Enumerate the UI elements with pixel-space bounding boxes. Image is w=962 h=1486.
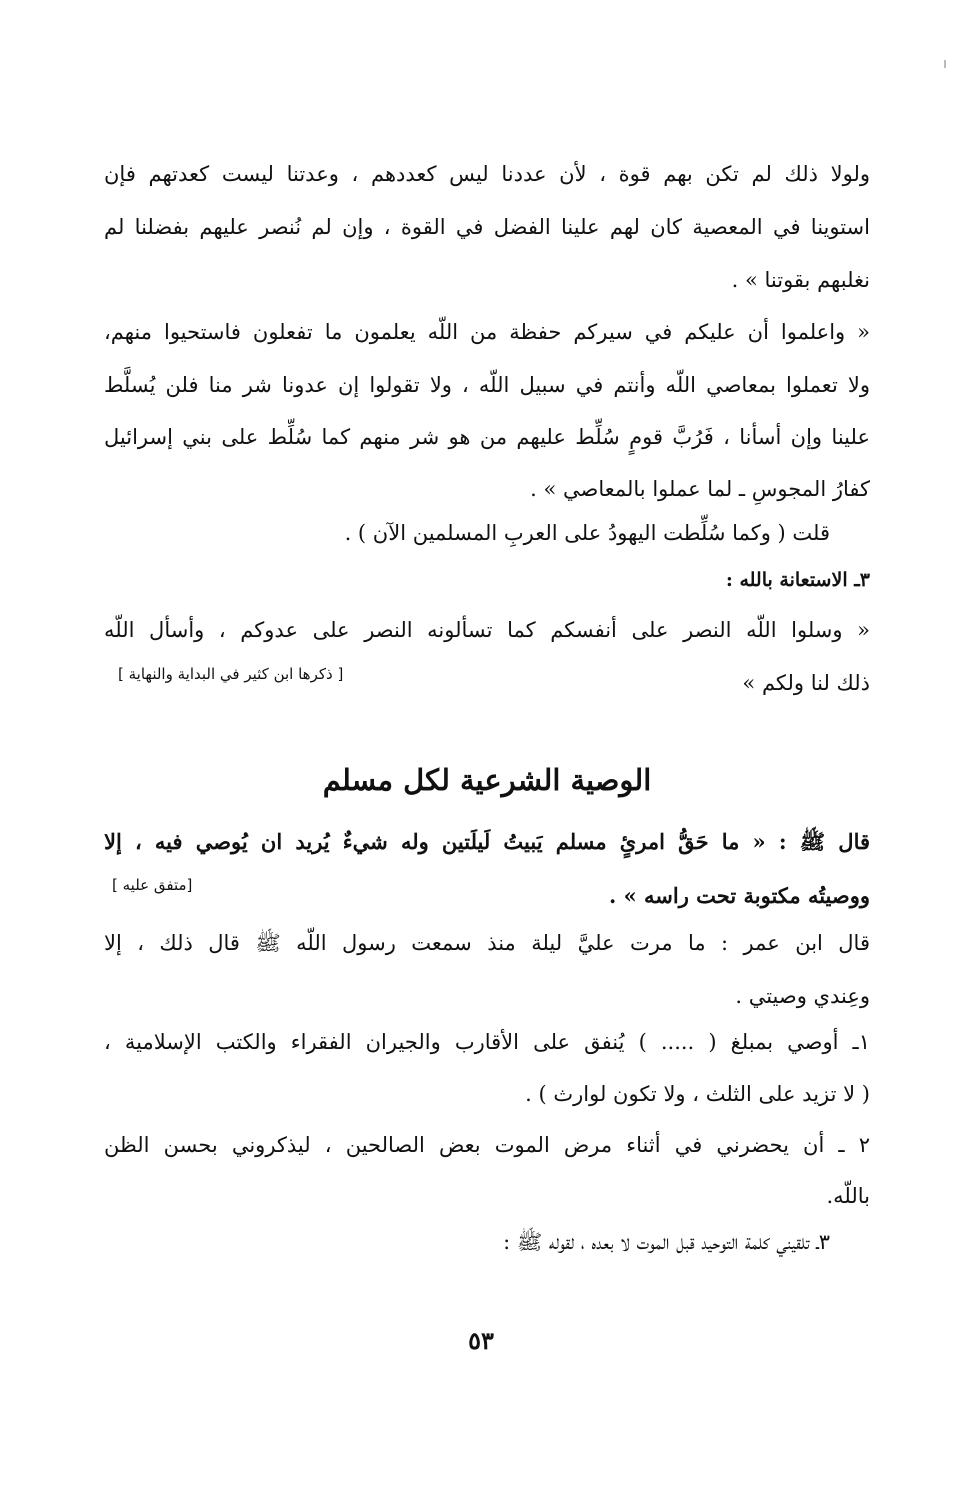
- paragraph-line: كفارُ المجوسِ ـ لما عملوا بالمعاصي » .: [530, 477, 870, 501]
- list-item-line: ٢ ـ أن يحضرني في أثناء مرض الموت بعض الصالحين ، ليذكروني بحسن الظن: [104, 1133, 870, 1157]
- paragraph-line: علينا وإن أسأنا ، فَرُبَّ قومٍ سُلِّط عليهم من هو شر منهم كما سُلِّط على بني إسرائيل: [104, 425, 870, 449]
- paragraph-line: « واعلموا أن عليكم في سيركم حفظة من اللّه يعلمون ما تفعلون فاستحيوا منهم،: [104, 320, 870, 344]
- paragraph-line: ذلك لنا ولكم »: [742, 671, 870, 695]
- list-item-line: باللّه.: [826, 1184, 870, 1208]
- paragraph-line: ولا تعملوا بمعاصي اللّه وأنتم في سبيل اللّه ، ولا تقولوا إن عدونا شر منا فلن يُسلَّط: [104, 373, 870, 397]
- paragraph-line: استوينا في المعصية كان لهم علينا الفضل في القوة ، وإن لم نُنصر عليهم بفضلنا لم: [104, 215, 870, 239]
- paragraph-line: ولولا ذلك لم تكن بهم قوة ، لأن عددنا ليس كعددهم ، وعدتنا ليست كعدتهم فإن: [104, 162, 870, 186]
- scan-mark: [944, 60, 946, 68]
- list-item-line: ٣ـ تلقيني كلمة التوحيد قبل الموت لا بعده ، لقوله ﷺ :: [503, 1230, 830, 1254]
- hadith-line: ووصيتُه مكتوبة تحت راسه » .: [608, 883, 870, 908]
- source-citation: [متفق عليه ]: [112, 876, 193, 894]
- paragraph-line: نغلبهم بقوتنا » .: [731, 268, 870, 292]
- paragraph-line: وعِندي وصيتي .: [735, 984, 870, 1008]
- source-citation: [ ذكرها ابن كثير في البداية والنهاية ]: [118, 665, 344, 683]
- paragraph-line: قلت ( وكما سُلِّطت اليهودُ على العربِ المسلمين الآن ) .: [344, 521, 830, 545]
- list-item-line: ( لا تزيد على الثلث ، ولا تكون لوارث ) .: [525, 1082, 870, 1106]
- page-number: ٥٣: [468, 1326, 494, 1355]
- section-subheading: ٣ـ الاستعانة بالله :: [725, 569, 870, 591]
- hadith-line: قال ﷺ : « ما حَقُّ امرئٍ مسلم يَبيتُ لَيلَتين وله شيءٌ يُريد ان يُوصي فيه ، إلا: [104, 829, 870, 854]
- paragraph-line: « وسلوا اللّه النصر على أنفسكم كما تسألونه النصر على عدوكم ، وأسأل اللّه: [104, 618, 870, 642]
- paragraph-line: قال ابن عمر : ما مرت عليَّ ليلة منذ سمعت رسول اللّه ﷺ قال ذلك ، إلا: [104, 931, 870, 955]
- section-heading: الوصية الشرعية لكل مسلم: [322, 763, 652, 797]
- list-item-line: ١ـ أوصي بمبلغ ( ..... ) يُنفق على الأقارب والجيران الفقراء والكتب الإسلامية ،: [104, 1030, 870, 1054]
